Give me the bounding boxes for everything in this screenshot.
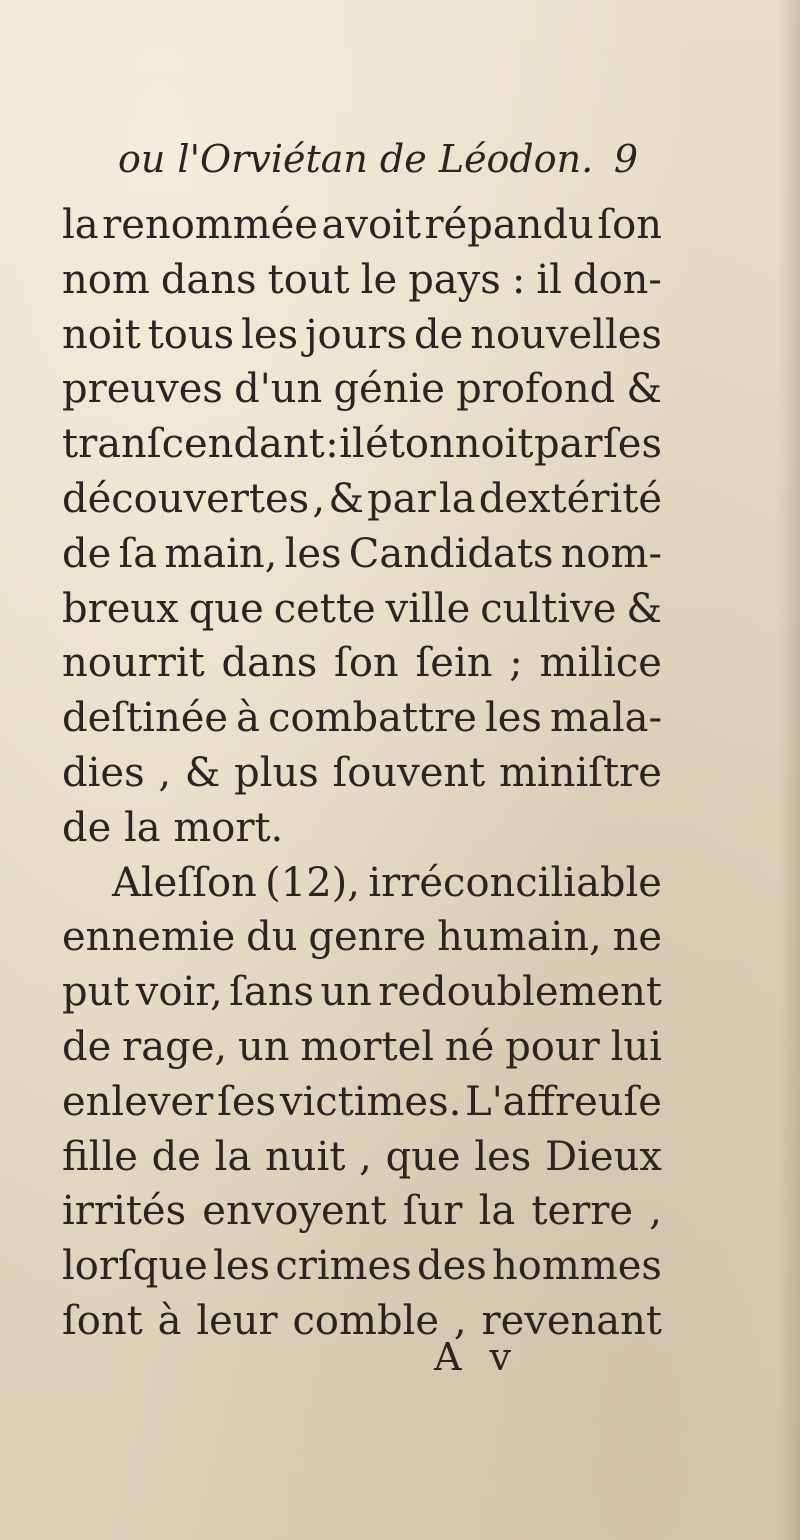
word: par xyxy=(367,475,436,522)
word: ſon xyxy=(334,640,399,687)
word: de xyxy=(414,311,464,358)
word: jours xyxy=(305,311,408,358)
word: génie xyxy=(333,366,445,413)
word: & xyxy=(626,366,662,413)
text-line xyxy=(62,1075,662,1130)
word: les xyxy=(213,1243,271,1290)
word: à xyxy=(236,695,260,742)
word: breux xyxy=(62,585,179,632)
word: du xyxy=(246,914,298,961)
word: répandu xyxy=(424,202,594,248)
word: humain, xyxy=(437,914,602,961)
word: les xyxy=(284,530,342,577)
word: terre xyxy=(531,1188,634,1235)
word: : xyxy=(511,256,526,303)
running-title: ou l'Orviétan de Léodon. xyxy=(118,137,594,181)
word: des xyxy=(417,1243,487,1290)
word: tranſcendant xyxy=(62,421,325,468)
word: cette xyxy=(273,585,376,632)
word: la xyxy=(438,475,476,522)
word: redoublement xyxy=(378,969,662,1016)
word: irréconciliable xyxy=(368,859,662,906)
word: ſes xyxy=(602,421,662,468)
word: mortel xyxy=(300,1023,435,1070)
text-line xyxy=(62,636,662,691)
word: revenant xyxy=(481,1297,662,1344)
word: la xyxy=(62,202,99,248)
word: d'un xyxy=(234,366,323,413)
word: main, xyxy=(164,530,278,577)
word: pour xyxy=(505,1023,600,1070)
word: & xyxy=(328,475,364,522)
text-line xyxy=(62,472,662,527)
text-line xyxy=(62,746,662,801)
word: de xyxy=(62,530,112,577)
word: , xyxy=(359,1133,372,1180)
word: ſon xyxy=(597,202,662,248)
word: crimes xyxy=(275,1243,412,1290)
word: ennemie xyxy=(62,914,236,961)
word: dans xyxy=(160,256,257,303)
text-line xyxy=(62,965,662,1020)
word: victimes. xyxy=(279,1078,462,1125)
word: ; xyxy=(509,640,523,687)
word: dextérité xyxy=(478,475,662,522)
word: ſont xyxy=(62,1297,143,1344)
word: cultive xyxy=(480,585,617,632)
text-line xyxy=(62,1020,662,1075)
word: L'affreuſe xyxy=(465,1078,662,1125)
word: ſes xyxy=(217,1078,277,1125)
word: plus xyxy=(234,749,319,796)
word: par xyxy=(533,421,603,468)
word: enlever xyxy=(62,1078,214,1125)
word: genre xyxy=(308,914,427,961)
word: il xyxy=(536,256,562,303)
word: irrités xyxy=(62,1188,187,1235)
text-line xyxy=(62,801,662,856)
word: lui xyxy=(610,1023,662,1070)
word: ville xyxy=(385,585,471,632)
word: étonnoit xyxy=(365,421,534,468)
word: ſans xyxy=(229,969,315,1016)
word: que xyxy=(385,1133,461,1180)
word: lorſque xyxy=(62,1243,208,1290)
text-line xyxy=(62,1184,662,1239)
page-number: 9 xyxy=(613,137,638,181)
word: tous xyxy=(147,311,235,358)
text-line xyxy=(62,910,662,965)
text-line-content: de la mort. xyxy=(62,804,284,851)
word: nom xyxy=(62,256,150,303)
word: les xyxy=(241,311,299,358)
word: le xyxy=(360,256,398,303)
word: , xyxy=(649,1188,662,1235)
word: un xyxy=(320,969,372,1016)
word: les xyxy=(484,695,542,742)
word: nuit xyxy=(265,1133,346,1180)
text-line xyxy=(62,691,662,746)
word: pays xyxy=(408,256,501,303)
word: à xyxy=(157,1297,182,1344)
word: don- xyxy=(572,256,662,303)
word: dans xyxy=(221,640,318,687)
word: dies xyxy=(62,749,145,796)
word: que xyxy=(188,585,264,632)
text-line xyxy=(62,1239,662,1294)
text-line xyxy=(62,582,662,637)
word: profond xyxy=(456,366,616,413)
word: avoit xyxy=(321,202,421,248)
word: miniſtre xyxy=(498,749,662,796)
word: combattre xyxy=(268,695,477,742)
text-line xyxy=(62,308,662,363)
text-line xyxy=(62,1294,662,1349)
word: & xyxy=(626,585,662,632)
word: tout xyxy=(267,256,350,303)
word: ne xyxy=(612,914,662,961)
word: nouvelles xyxy=(470,311,662,358)
word: & xyxy=(184,749,221,796)
word: de xyxy=(62,1023,112,1070)
word: put xyxy=(62,969,130,1016)
word: , xyxy=(158,749,172,796)
word: Aleſſon xyxy=(112,859,257,906)
word: , xyxy=(312,475,326,522)
word: , xyxy=(453,1297,467,1344)
word: milice xyxy=(539,640,662,687)
word: preuves xyxy=(62,366,223,413)
word: : xyxy=(325,421,339,468)
word: rage, xyxy=(122,1023,228,1070)
word: ſein xyxy=(415,640,493,687)
text-line xyxy=(62,253,662,308)
word: ſouvent xyxy=(332,749,486,796)
word: la xyxy=(478,1188,516,1235)
word: découvertes xyxy=(62,475,310,522)
word: fille xyxy=(62,1133,138,1180)
text-line xyxy=(62,417,662,472)
text-line xyxy=(62,1130,662,1185)
word: ſur xyxy=(402,1188,463,1235)
word: comble xyxy=(292,1297,440,1344)
word: les xyxy=(474,1133,532,1180)
word: hommes xyxy=(492,1243,662,1290)
word: Candidats xyxy=(348,530,554,577)
page-edge-shadow xyxy=(778,0,800,1540)
word: deſtinée xyxy=(62,695,229,742)
word: il xyxy=(339,421,365,468)
text-line xyxy=(62,527,662,582)
body-text xyxy=(62,198,662,1349)
word: noit xyxy=(62,311,141,358)
word: (12), xyxy=(265,859,360,906)
word: voir, xyxy=(135,969,223,1016)
word: de xyxy=(151,1133,201,1180)
word: envoyent xyxy=(202,1188,387,1235)
page-header xyxy=(118,128,638,190)
word: Dieux xyxy=(545,1133,662,1180)
word: renommée xyxy=(102,202,318,248)
word: un xyxy=(237,1023,290,1070)
word: leur xyxy=(196,1297,278,1344)
signature-mark: A v xyxy=(434,1335,519,1379)
word: mala- xyxy=(550,695,662,742)
word: la xyxy=(214,1133,252,1180)
word: né xyxy=(444,1023,495,1070)
word: ſa xyxy=(118,530,158,577)
word: nom- xyxy=(560,530,662,577)
text-line xyxy=(62,362,662,417)
text-line xyxy=(62,198,662,253)
text-line xyxy=(62,856,662,911)
word: nourrit xyxy=(62,640,205,687)
